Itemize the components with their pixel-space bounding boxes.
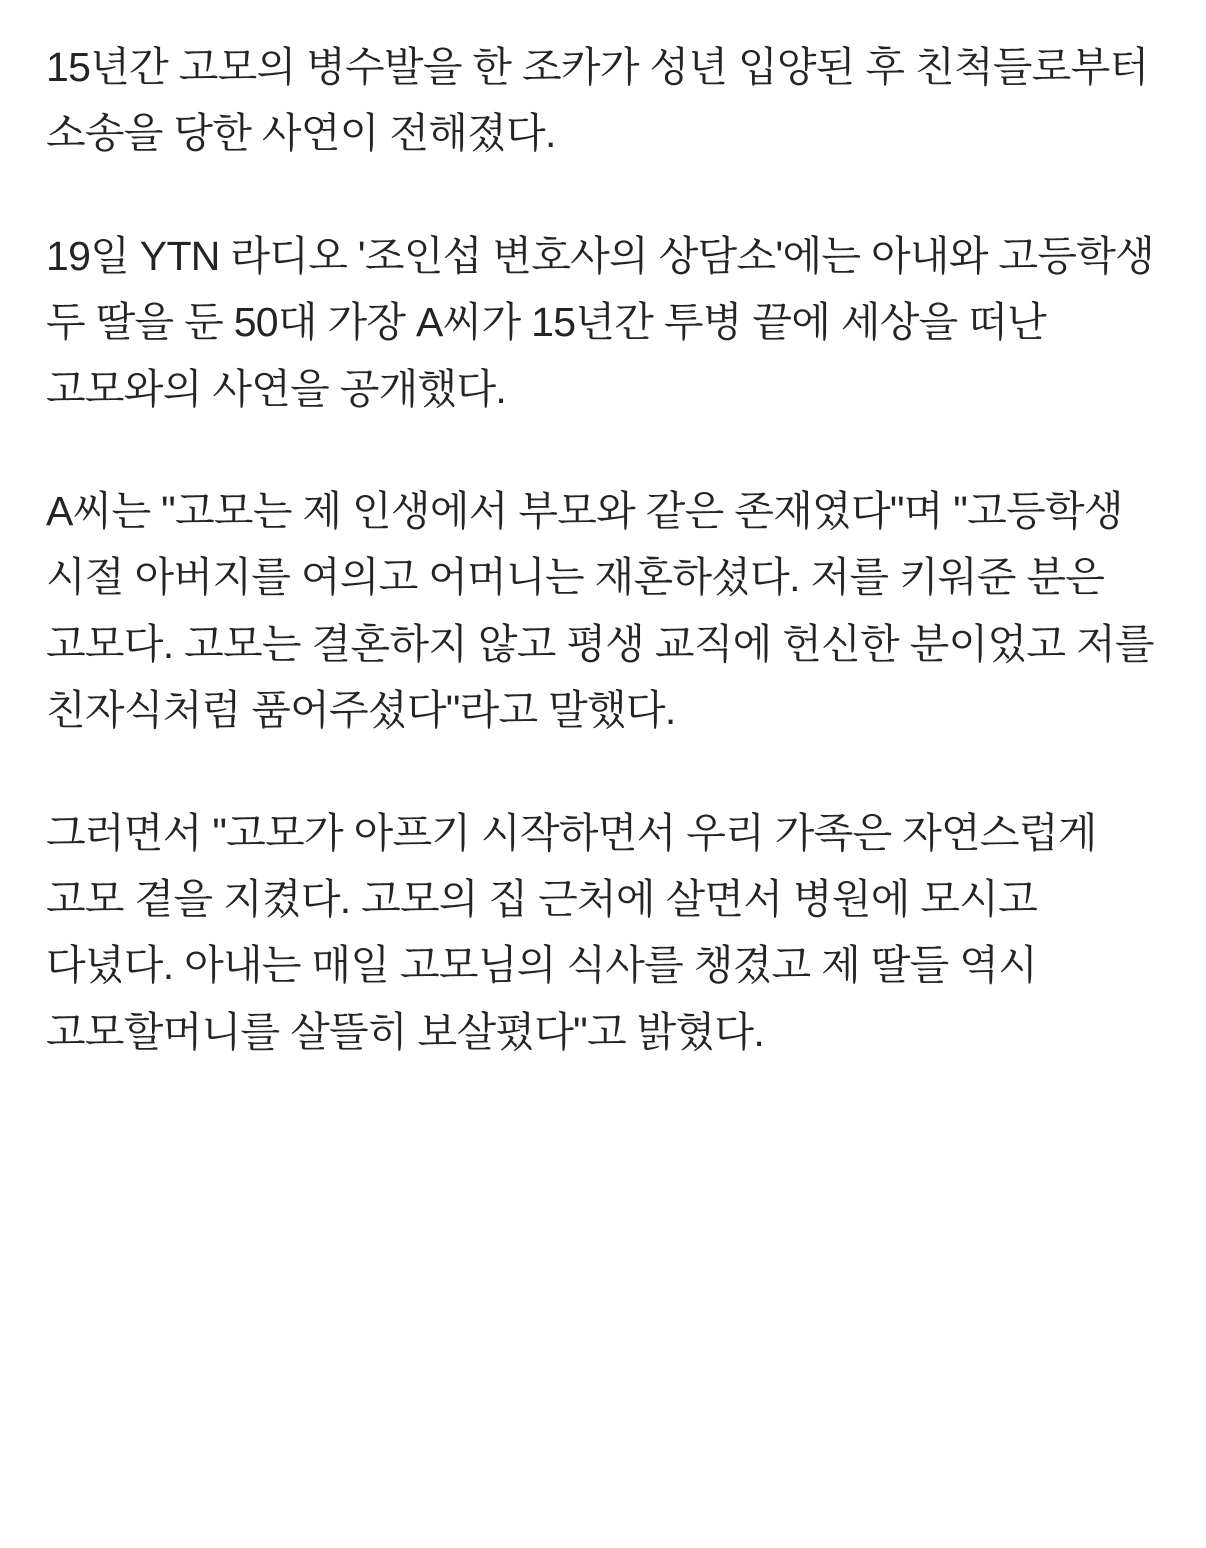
article-paragraph: 19일 YTN 라디오 '조인섭 변호사의 상담소'에는 아내와 고등학생 두 딸을 둔 50대 가장 A씨가 15년간 투병 끝에 세상을 떠난 고모와의 사연을 공개했다. bbox=[46, 232, 1165, 412]
article-paragraph: 그러면서 "고모가 아프기 시작하면서 우리 가족은 자연스럽게 고모 곁을 지켰다. 고모의 집 근처에 살면서 병원에 모시고 다녔다. 아내는 매일 고모님의 식사를 챙겼고 제 딸들 역시 고모할머니를 살뜰히 보살폈다"고 밝혔다. bbox=[46, 809, 1108, 1055]
article-paragraph: A씨는 "고모는 제 인생에서 부모와 같은 존재였다"며 "고등학생 시절 아버지를 여의고 어머니는 재혼하셨다. 저를 키워준 분은 고모다. 고모는 결혼하지 않고 평생 교직에 헌신한 분이었고 저를 친자식처럼 품어주셨다"라고 말했다. bbox=[46, 488, 1165, 734]
article-paragraph: 15년간 고모의 병수발을 한 조카가 성년 입양된 후 친척들로부터 소송을 당한 사연이 전해졌다. bbox=[46, 44, 1160, 157]
